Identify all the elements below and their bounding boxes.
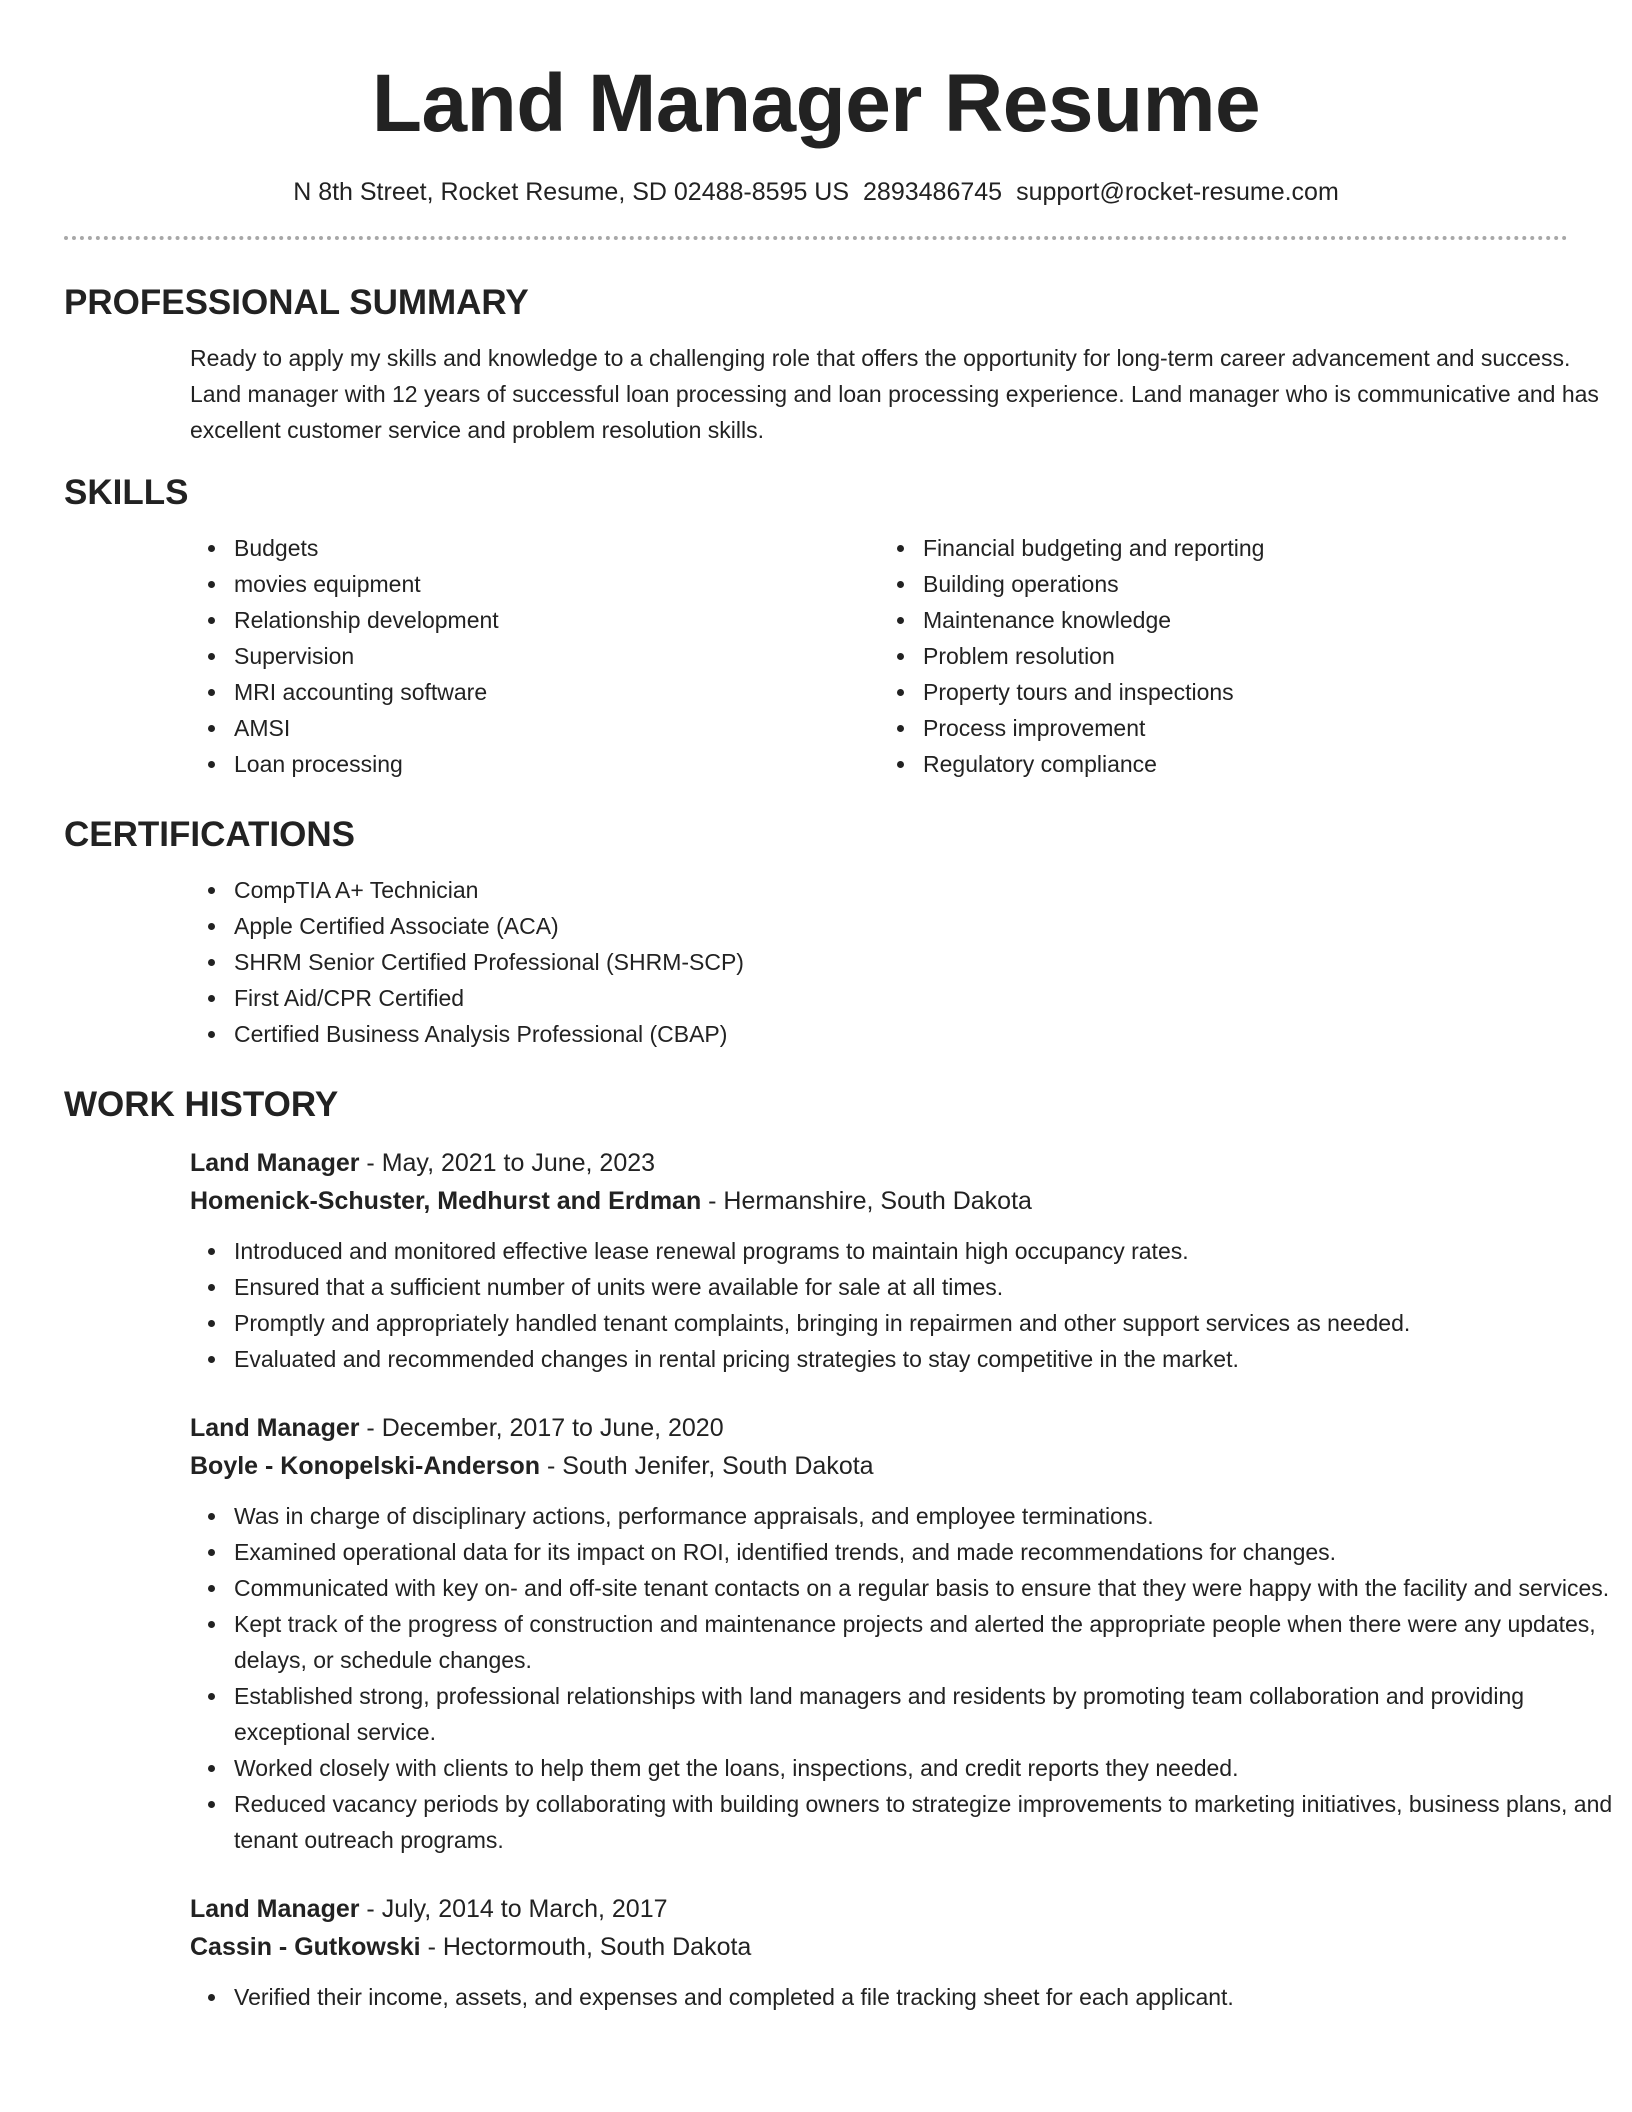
job-title: Land Manager <box>190 1895 360 1923</box>
certification-item: CompTIA A+ Technician <box>234 872 1568 908</box>
skill-item: movies equipment <box>234 566 879 602</box>
job-duty: Verified their income, assets, and expenses and completed a file tracking sheet for each applicant. <box>234 1979 1632 2015</box>
company-line <box>190 1928 1568 1966</box>
contact-line <box>64 176 1568 208</box>
job-duty: Promptly and appropriately handled tenant complaints, bringing in repairmen and other support services as needed. <box>234 1305 1632 1341</box>
resume-title: Land Manager Resume <box>371 58 1261 149</box>
job-duties-list <box>190 1498 1632 1858</box>
job-duty: Ensured that a sufficient number of units were available for sale at all times. <box>234 1269 1632 1305</box>
skill-item: Loan processing <box>234 746 879 782</box>
skill-item: AMSI <box>234 710 879 746</box>
skill-item: Relationship development <box>234 602 879 638</box>
skill-item: Problem resolution <box>923 638 1568 674</box>
certifications-heading: CERTIFICATIONS <box>64 815 356 854</box>
job-title-line <box>190 1144 1568 1182</box>
skills-grid <box>190 530 1568 782</box>
skill-item: Process improvement <box>923 710 1568 746</box>
work-history-heading: WORK HISTORY <box>64 1085 339 1124</box>
job-title-line <box>190 1890 1568 1928</box>
skills-heading: SKILLS <box>64 473 189 512</box>
company-name: Homenick-Schuster, Medhurst and Erdman <box>190 1187 702 1215</box>
certification-item: First Aid/CPR Certified <box>234 980 1568 1016</box>
header-divider <box>64 236 1568 240</box>
job-duties-list <box>190 1979 1632 2015</box>
job-dates: - July, 2014 to March, 2017 <box>359 1895 668 1923</box>
skill-item: Financial budgeting and reporting <box>923 530 1568 566</box>
job-title: Land Manager <box>190 1414 360 1442</box>
summary-heading: PROFESSIONAL SUMMARY <box>64 283 529 322</box>
certification-item: SHRM Senior Certified Professional (SHRM-SCP) <box>234 944 1568 980</box>
skill-item: Maintenance knowledge <box>923 602 1568 638</box>
job-duty: Communicated with key on- and off-site tenant contacts on a regular basis to ensure that they were happy with the facility and services. <box>234 1570 1632 1606</box>
job-duty: Established strong, professional relationships with land managers and residents by promoting team collaboration and providing exceptional service. <box>234 1678 1632 1750</box>
company-line <box>190 1447 1568 1485</box>
job-dates: - May, 2021 to June, 2023 <box>359 1149 656 1177</box>
company-location: - Hectormouth, South Dakota <box>420 1933 752 1961</box>
job-dates: - December, 2017 to June, 2020 <box>359 1414 724 1442</box>
job-entry <box>190 1890 1568 2015</box>
contact-email: support@rocket-resume.com <box>1016 178 1339 206</box>
job-duty: Reduced vacancy periods by collaborating with building owners to strategize improvements to marketing initiatives, business plans, and tenant outreach programs. <box>234 1786 1632 1858</box>
skill-item: Building operations <box>923 566 1568 602</box>
job-title: Land Manager <box>190 1149 360 1177</box>
company-name: Cassin - Gutkowski <box>190 1933 421 1961</box>
skill-item: Regulatory compliance <box>923 746 1568 782</box>
job-entry <box>190 1144 1568 1377</box>
certification-item: Apple Certified Associate (ACA) <box>234 908 1568 944</box>
skill-item: MRI accounting software <box>234 674 879 710</box>
job-duties-list <box>190 1233 1632 1377</box>
job-title-line <box>190 1409 1568 1447</box>
contact-address: N 8th Street, Rocket Resume, SD 02488-8595 US <box>293 178 850 206</box>
job-duty: Evaluated and recommended changes in rental pricing strategies to stay competitive in the market. <box>234 1341 1632 1377</box>
skills-list-left <box>190 530 879 782</box>
company-name: Boyle - Konopelski-Anderson <box>190 1452 541 1480</box>
skills-list-right <box>879 530 1568 782</box>
skill-item: Budgets <box>234 530 879 566</box>
certifications-block <box>190 872 1568 1052</box>
skill-item: Supervision <box>234 638 879 674</box>
company-line <box>190 1182 1568 1220</box>
skill-item: Property tours and inspections <box>923 674 1568 710</box>
summary-text: Ready to apply my skills and knowledge to a challenging role that offers the opportunity for long-term career advancement and success. Land manager with 12 years of successful loan processing and loan processing experience. Land manager who is communicative and has excellent customer service and problem resolution skills. <box>190 345 1599 443</box>
job-entry <box>190 1409 1613 1858</box>
company-location: - Hermanshire, South Dakota <box>701 1187 1032 1215</box>
job-duty: Introduced and monitored effective lease renewal programs to maintain high occupancy rates. <box>234 1233 1632 1269</box>
contact-phone: 2893486745 <box>863 178 1003 206</box>
certification-item: Certified Business Analysis Professional (CBAP) <box>234 1016 1568 1052</box>
certifications-list <box>190 872 1568 1052</box>
job-duty: Examined operational data for its impact on ROI, identified trends, and made recommendations for changes. <box>234 1534 1632 1570</box>
job-duty: Kept track of the progress of construction and maintenance projects and alerted the appropriate people when there were any updates, delays, or schedule changes. <box>234 1606 1632 1678</box>
job-duty: Was in charge of disciplinary actions, performance appraisals, and employee terminations. <box>234 1498 1632 1534</box>
job-duty: Worked closely with clients to help them get the loans, inspections, and credit reports they needed. <box>234 1750 1632 1786</box>
company-location: - South Jenifer, South Dakota <box>540 1452 874 1480</box>
